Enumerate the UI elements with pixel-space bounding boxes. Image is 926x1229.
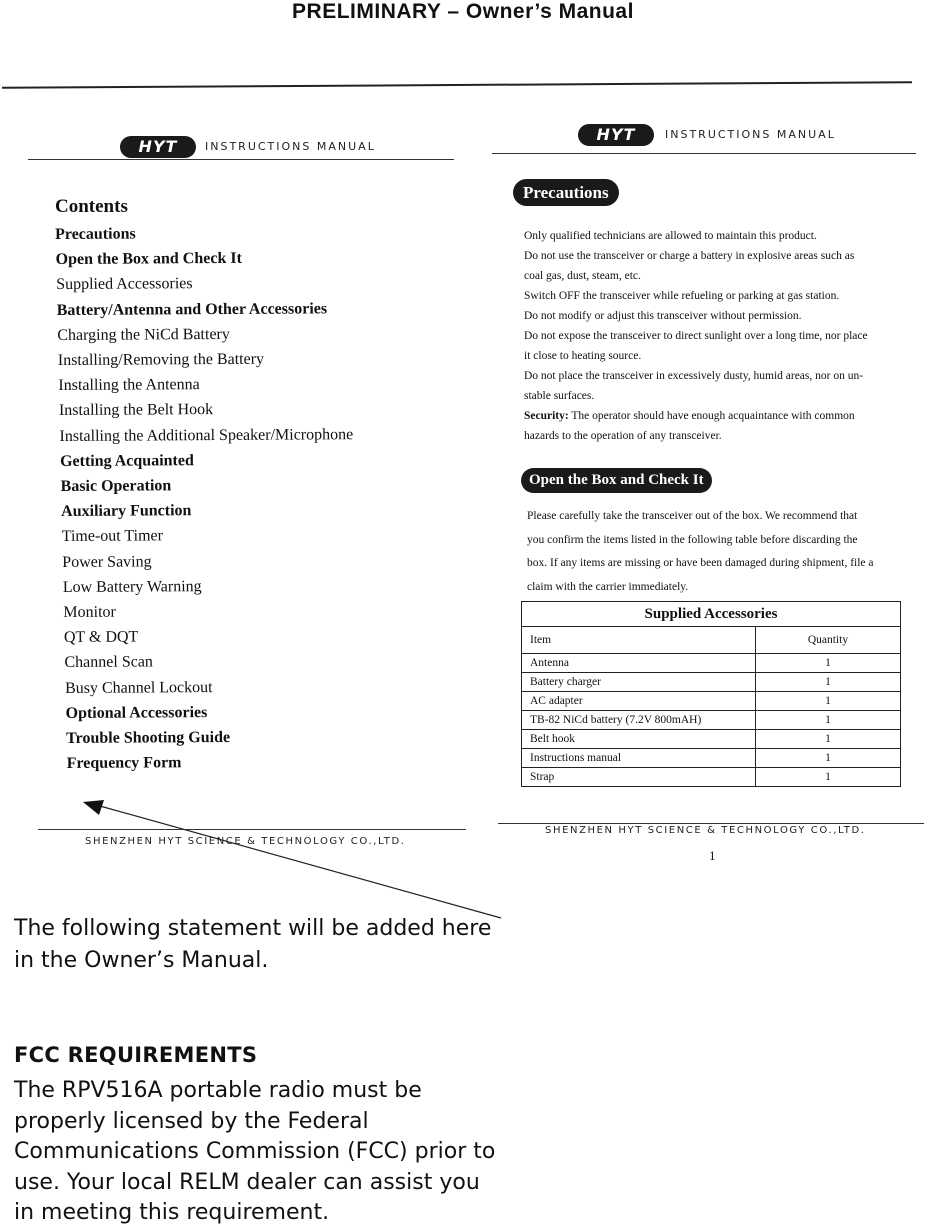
toc-item: Time-out Timer [61, 527, 163, 546]
security-label: Security: [524, 410, 569, 422]
manual-label: INSTRUCTIONS MANUAL [665, 128, 836, 141]
toc-item: Auxiliary Function [61, 502, 192, 521]
toc-item: Monitor [63, 603, 116, 622]
hyt-logo: HYT [120, 136, 196, 158]
toc-item: Installing/Removing the Battery [57, 350, 265, 370]
toc-item: Open the Box and Check It [55, 250, 242, 269]
open-box-line: you confirm the items listed in the following table before discarding the [527, 533, 858, 546]
hyt-logo: HYT [578, 124, 654, 146]
quantity-cell: 1 [756, 730, 901, 749]
toc-item: Battery/Antenna and Other Accessories [56, 299, 328, 319]
precaution-line: Do not expose the transceiver to direct sunlight over a long time, nor place [524, 330, 868, 342]
precaution-line: Only qualified technicians are allowed to maintain this product. [524, 230, 817, 242]
precaution-line: Do not use the transceiver or charge a battery in explosive areas such as [524, 250, 855, 262]
toc-item: Low Battery Warning [62, 577, 202, 596]
fcc-line: The RPV516A portable radio must be [14, 1078, 422, 1103]
contents-heading: Contents [55, 196, 128, 217]
precaution-line: Switch OFF the transceiver while refueling or parking at gas station. [524, 290, 840, 302]
toc-item: Channel Scan [64, 653, 153, 672]
toc-item: Power Saving [62, 553, 152, 571]
fcc-line: Communications Commission (FCC) prior to [14, 1139, 496, 1165]
open-box-line: claim with the carrier immediately. [527, 580, 689, 593]
precaution-line: Do not place the transceiver in excessively dusty, humid areas, nor on un- [524, 370, 864, 382]
precaution-line: coal gas, dust, steam, etc. [524, 270, 641, 282]
quantity-cell: 1 [756, 749, 901, 768]
precaution-line: Do not modify or adjust this transceiver without permission. [524, 310, 802, 322]
fcc-requirements-text [14, 1076, 524, 1229]
quantity-cell: 1 [756, 768, 901, 787]
quantity-cell: 1 [756, 654, 901, 673]
toc-item: Installing the Additional Speaker/Microphone [59, 425, 354, 445]
item-cell: Strap [522, 768, 756, 787]
toc-item: Basic Operation [60, 477, 172, 496]
open-box-line: box. If any items are missing or have been damaged during shipment, file a [527, 557, 874, 569]
precautions-heading: Precautions [513, 179, 619, 206]
quantity-cell: 1 [756, 673, 901, 692]
item-cell: Battery charger [522, 673, 756, 692]
item-cell: TB-82 NiCd battery (7.2V 800mAH) [522, 711, 756, 730]
toc-item: Charging the NiCd Battery [57, 325, 230, 344]
statement: The following statement will be added here in the Owner’s Manual. [14, 916, 492, 973]
quantity-cell: 1 [756, 692, 901, 711]
fcc-line: in meeting this requirement. [14, 1200, 330, 1226]
arrow-head [83, 800, 104, 815]
toc-item: Trouble Shooting Guide [66, 729, 231, 748]
column-header-quantity: Quantity [756, 627, 901, 654]
open-box-line: Please carefully take the transceiver out of the box. We recommend that [527, 510, 858, 522]
toc-item: Precautions [55, 225, 136, 243]
item-cell: AC adapter [522, 692, 756, 711]
manual-label: INSTRUCTIONS MANUAL [205, 140, 376, 153]
toc-item: Busy Channel Lockout [64, 678, 213, 697]
security-note: Security: The operator should have enough acquaintance with common [524, 410, 855, 422]
fcc-line: use. Your local RELM dealer can assist you [14, 1169, 480, 1195]
toc-item: Supplied Accessories [56, 275, 193, 294]
page-number: 1 [709, 848, 716, 863]
toc-item: Installing the Belt Hook [58, 401, 214, 420]
item-cell: Belt hook [522, 730, 756, 749]
item-cell: Instructions manual [522, 749, 756, 768]
right-footer-company: SHENZHEN HYT SCIENCE & TECHNOLOGY CO.,LTD. [545, 825, 866, 836]
precaution-line: stable surfaces. [524, 390, 595, 402]
toc-item: Frequency Form [66, 754, 182, 773]
precaution-line: it close to heating source. [524, 350, 642, 362]
left-footer-company: SHENZHEN HYT SCIENCE & TECHNOLOGY CO.,LTD. [85, 836, 406, 847]
item-cell: Antenna [522, 654, 756, 673]
quantity-cell: 1 [756, 711, 901, 730]
document-title: PRELIMINARY – Owner’s Manual [292, 0, 634, 23]
toc-item: QT & DQT [63, 628, 139, 647]
toc-item: Getting Acquainted [60, 451, 194, 470]
precautions-text: Only qualified technicians are allowed to maintain this product. Do not use the transceiver or charge a battery in explosive areas such as coal gas, dust, steam, etc. Switch OFF the transceiver while refueling or parking at gas station. Do not modify or adjust this transceiver without permission. Do not expose the transceiver to direct sunlight over a long time, nor place it close to heating source. Do not place the transceiver in excessively dusty, humid areas, nor on un- stable surfaces. Security: The operator should have enough acquaintance with common hazards to the operation of any transceiver. [524, 226, 914, 446]
toc-item: Optional Accessories [65, 703, 208, 722]
fcc-heading: FCC REQUIREMENTS [14, 1043, 258, 1067]
arrow-line [100, 806, 501, 918]
table-caption: Supplied Accessories [522, 602, 901, 627]
open-box-heading: Open the Box and Check It [521, 468, 712, 493]
column-header-item: Item [522, 627, 756, 654]
toc-item: Installing the Antenna [58, 376, 200, 395]
fcc-line: properly licensed by the Federal [14, 1108, 369, 1134]
